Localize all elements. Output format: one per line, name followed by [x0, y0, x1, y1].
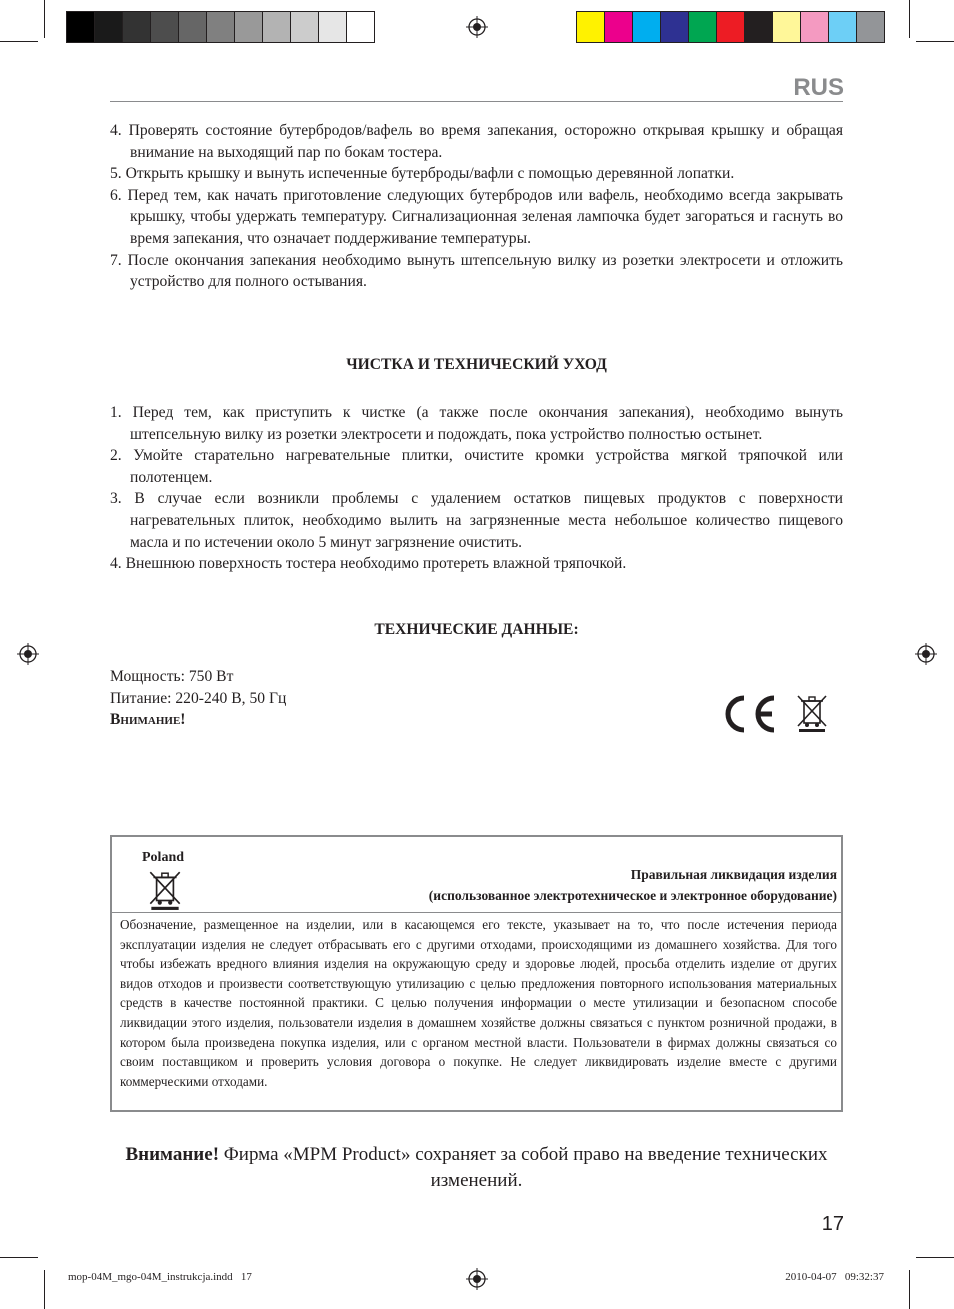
cleaning-step: 2. Умойте старательно нагревательные плитки, очистите кромки устройства мягкой тряпочкой или полотенцем. [110, 447, 843, 486]
disposal-divider [112, 912, 841, 913]
usage-steps [110, 120, 843, 293]
spec-power: Мощность: 750 Вт [110, 668, 234, 685]
registration-mark-icon [915, 643, 937, 665]
color-swatch [857, 12, 884, 42]
crop-mark [44, 1270, 45, 1309]
disposal-title-line: Правильная ликвидация изделия [630, 867, 837, 882]
language-label: RUS [793, 74, 844, 101]
color-swatch [633, 12, 661, 42]
slug-datetime: 2010-04-07 09:32:37 [785, 1271, 884, 1283]
cleaning-step: 3. В случае если возникли проблемы с удалением остатков пищевых продуктов с поверхности нагревательных плиток, необходимо вылить на загрязненные места небольшое количество пищевого масла и по истечении около 5 минут загрязнение очистить. [110, 490, 843, 551]
disposal-title [429, 864, 837, 906]
registration-mark-icon [17, 643, 39, 665]
cleaning-step: 1. Перед тем, как приступить к чистке (а также после окончания запекания), необходимо вынуть штепсельную вилку из розетки электросети и подождать, пока устройство полностью остынет. [110, 404, 843, 443]
ce-mark-icon [718, 694, 778, 734]
color-swatch [577, 12, 605, 42]
crop-mark [44, 0, 45, 38]
color-swatch [291, 12, 319, 42]
crop-mark [916, 41, 954, 42]
color-swatch [235, 12, 263, 42]
specs-list [110, 666, 286, 731]
color-swatch [605, 12, 633, 42]
crop-mark [909, 1270, 910, 1309]
page-number: 17 [821, 1213, 844, 1235]
registration-mark-icon [466, 16, 488, 38]
usage-step: 5. Открыть крышку и вынуть испеченные бутерброды/вафли с помощью деревянной лопатки. [110, 165, 735, 183]
cleaning-steps [110, 402, 843, 575]
color-swatch [829, 12, 857, 42]
color-swatch [717, 12, 745, 42]
color-swatch [95, 12, 123, 42]
crop-mark [0, 41, 38, 42]
color-swatch [67, 12, 95, 42]
disposal-title-line: (использованное электротехническое и электронное оборудование) [428, 888, 837, 903]
spec-supply: Питание: 220-240 В, 50 Гц [110, 689, 287, 707]
color-swatch [207, 12, 235, 42]
color-swatch [661, 12, 689, 42]
disposal-box [110, 835, 843, 1112]
color-swatch [347, 12, 374, 42]
usage-step: 6. Перед тем, как начать приготовление следующих бутербродов или вафель, необходимо всегда закрывать крышку, чтобы удержать температуру. Сигнализационная зеленая лампочка будет загораться и гаснуть во время запекания, что означает поддерживание температуры. [110, 186, 843, 247]
notice-bold: Внимание! [125, 1144, 220, 1165]
color-swatch [745, 12, 773, 42]
color-swatch [151, 12, 179, 42]
disposal-body: Обозначение, размещенное на изделии, или в касающемся его тексте, указывает на то, что после истечения периода эксплуатации изделия не следует отбрасывать его с другими отходами, происходящими из домашнего хозяйства. Для того чтобы избежать вредного влияния изделия на окружающую среду и здоровье людей, просьба отделить изделие от других видов отходов и произвести соответствующую утилизацию с целью предложения повторного использования материальных средств в качестве постоянной практики. С целью получения информации о месте утилизации и безопасном способе ликвидации этого изделия, пользователи изделия в домашнем хозяйстве должны связаться с пунктом розничной продажи, в котором была произведена покупка изделия, или с органом местной власти. Пользователи в фирмах должны связаться со своим поставщиком и проверить условия договора о покупке. Не следует ликвидировать изделие вместе с другими коммерческими отходами. [120, 917, 837, 1089]
weee-bin-icon [795, 693, 829, 733]
cleaning-heading: ЧИСТКА И ТЕХНИЧЕСКИЙ УХОД [346, 356, 607, 373]
color-swatch [801, 12, 829, 42]
spec-warning: Внимание! [110, 711, 186, 729]
weee-bin-icon [147, 869, 183, 911]
color-swatch [123, 12, 151, 42]
usage-step: 7. После окончания запекания необходимо вынуть штепсельную вилку из розетки электросети и отложить устройство для полного остывания. [110, 251, 843, 291]
crop-mark [916, 1257, 954, 1258]
process-color-bar [576, 11, 885, 43]
specs-heading: ТЕХНИЧЕСКИЕ ДАННЫЕ: [374, 621, 579, 638]
header-rule [110, 101, 843, 102]
crop-mark [0, 1257, 38, 1258]
slug-filename: mop-04M_mgo-04M_instrukcja.indd 17 [68, 1271, 252, 1283]
color-swatch [263, 12, 291, 42]
crop-mark [909, 0, 910, 38]
grayscale-color-bar [66, 11, 375, 43]
registration-mark-icon [466, 1268, 488, 1290]
change-notice [110, 1142, 843, 1194]
color-swatch [773, 12, 801, 42]
usage-step: 4. Проверять состояние бутербродов/вафель во время запекания, осторожно открывая крышку и обращая внимание на выходящий пар по бокам тостера. [110, 122, 843, 161]
cleaning-step: 4. Внешнюю поверхность тостера необходимо протереть влажной тряпочкой. [110, 555, 627, 573]
color-swatch [179, 12, 207, 42]
notice-text: Фирма «MPM Product» сохраняет за собой право на введение технических изменений. [219, 1144, 828, 1191]
color-swatch [319, 12, 347, 42]
color-swatch [689, 12, 717, 42]
country-label: Poland [142, 850, 185, 865]
